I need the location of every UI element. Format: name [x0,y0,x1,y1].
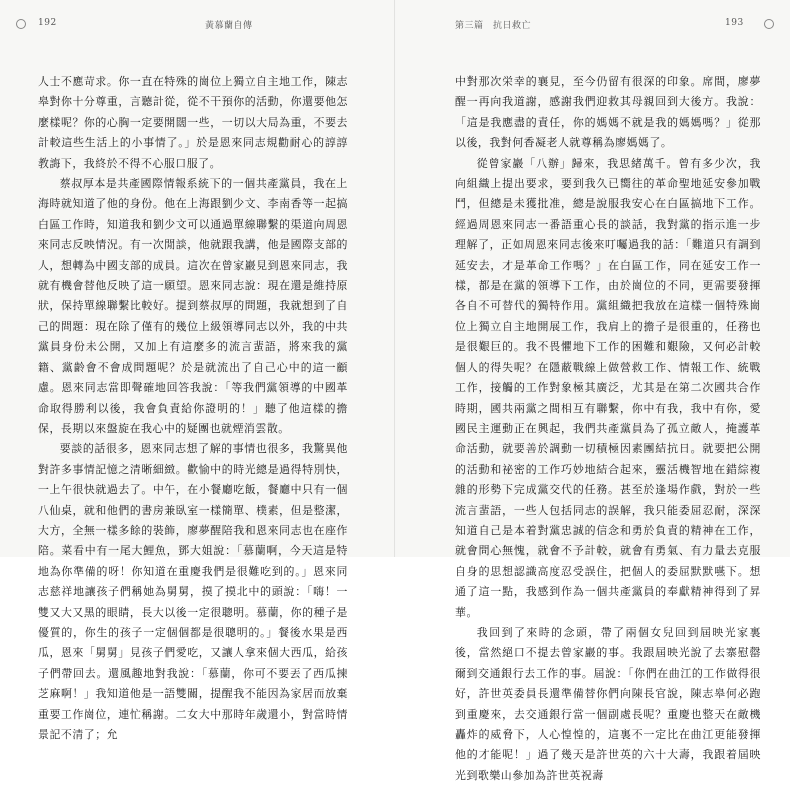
paragraph: 要談的話很多，恩來同志想了解的事情也很多，我驚異他對許多事情記憶之清晰細緻。歡愉中的時光總是過得特別快，一上午很快就過去了。中午，在小餐廳吃飯，餐廳中只有一個八仙桌，就和他們的書房兼臥室一樣簡單、樸素，但是整潔，大方，全無一樣多餘的裝飾，廖夢醒陪我和恩來同志也在座作陪。菜看中有一尾大鯉魚，鄧大姐說：「慕蘭啊，今天這是特地為你準備的呀！你知道在重慶我們是很難吃到的。」恩來同志慈祥地讓孩子們稱她為舅舅，摸了摸北中的頭說：「嗨！一雙又大又黑的眼睛，長大以後一定很聰明。慕蘭，你的種子是優質的，你生的孩子一定個個都是很聰明的。」餐後水果是西瓜，恩來「舅舅」見孩子們愛吃，又讓人拿來個大西瓜，給孩子們帶回去。還風趣地對我說：「慕蘭，你可不要丟了西瓜揀芝麻啊！」我知道他是一語雙關，提醒我不能因為家居而放棄重要工作崗位，連忙稱謝。二女大中那時年歲還小，對當時情景記不清了；允 [38,442,348,741]
left-page-number: 192 [38,18,57,28]
paragraph: 我回到了來時的念頭，帶了兩個女兒回到屆映光家裏後，當然絕口不提去曾家巖的事。我跟屆映光說了去寨慰罄爾到交通銀行去工作的事。屆說：「你們在曲江的工作做得很好，許世英委員長還準備替你們向陳長官說，陳志皋何必跑到重慶來，去交通銀行當一個副處長呢？重慶也整天在敵機轟炸的威脅下，人心惶惶的，這裏不一定比在曲江更能發揮他的才能呢！」過了幾天是許世英的六十大壽，我跟着屆映光到歌樂山參加為許世英祝壽 [455,625,761,782]
right-running-title: 第三篇 抗日救亡 [455,21,532,31]
page-corner-ornament-icon [16,19,26,29]
paragraph: 蔡叔厚本是共產國際情報系統下的一個共產黨員，我在上海時就知道了他的身份。他在上海跟劉少文、李南香等一起搞白區工作時，知道我和劉少文可以通過單線聯繫的渠道向周恩來同志反映情況。有一次閒談，他就跟我講，他是國際支部的人，想轉為中國支部的成員。這次在曾家巖見到恩來同志，我就有機會替他反映了這一願望。恩來同志說：現在還是維持原狀，保持單線聯繫比較好。提到蔡叔厚的問題，我就想到了自己的問題：現在除了僅有的幾位上級領導同志以外，我的中共黨員身份未公開，又加上有這麼多的流言蜚語，將來我的黨籍、黨齡會不會成問題呢？於是就流出了自己心中的這一顧慮。恩來同志當即聲確地回答我說：「等我們黨領導的中國革命取得勝利以後，我會負責給你證明的！」聽了他這樣的擔保，長期以來盤旋在我心中的疑團也就煙消雲散。 [38,177,348,435]
right-page-number: 193 [725,18,744,28]
page-corner-ornament-icon [764,19,774,29]
paragraph: 中對那次栄幸的襄見，至今仍留有很深的印象。席間，廖夢醒一再向我道謝，感謝我們迎救其母親回到大後方。我說：「這是我應盡的責任，你的媽媽不就是我的媽媽嗎？」從那以後，我對何香凝老人就尊稱為廖媽媽了。 [455,75,761,150]
paragraph: 從曾家巖「八辦」歸來，我思緒萬千。曾有多少次，我向組織上提出要求，要到我久已嚮往的革命聖地延安參加戰鬥，但總是未獲批准，總是說服我安心在白區搞地下工作。經過周恩來同志一番語重心長的談話，我對黨的指示進一步理解了，正如周恩來同志後來叮囑過我的話：「難道只有調到延安去，才是革命工作嗎？」在白區工作，同在延安工作一樣，都是在黨的領導下工作，由於崗位的不同，更需要發揮各自不可替代的獨特作用。黨組織把我放在這樣一個特殊崗位上獨立自主地開展工作，我肩上的擔子是很重的，任務也是很艱巨的。我不畏懼地下工作的困難和艱險，又何必計較個人的得失呢？在隱蔽戰線上做營救工作、情報工作、統戰工作，接觸的工作對象極其廣泛，尤其是在第二次國共合作時期，國共兩黨之間相互有聯繫，你中有我，我中有你，愛國民主運動正在興起，我們共產黨員為了孤立敵人，掩護革命活動，就要善於調動一切積極因素團結抗日。就要把公開的活動和祕密的工作巧妙地結合起來，靈活機智地在錯綜複雜的形勢下完成黨交代的任務。甚至於逢場作戲，對於一些流言蜚語，一些人包括同志的誤解，我只能委屈忍耐，深深知道自己是本着對黨忠誠的信念和勇於負責的精神在工作，就會問心無愧，就會不予計較，就會有勇氣、有力量去克服自身的思想認識高度忍受誤住，把個人的委屈默默嚥下。想通了這一點，我感到作為一個共產黨員的奉獻精神得到了昇華。 [455,156,761,619]
left-page-body [38,72,348,745]
paragraph: 人士不應苛求。你一直在特殊的崗位上獨立自主地工作，陳志皋對你十分尊重，言聽計從，從不干預你的活動，你還要他怎麼樣呢？你的心胸一定要開闊一些，一切以大局為重，不要去計較這些生活上的小事情了。」於是恩來同志規勸耐心的諄諄教誨下，我終於不得不心服口服了。 [38,75,348,170]
right-page-body [455,72,761,786]
book-spine [394,0,396,557]
left-running-title: 黃慕蘭自傳 [205,21,253,31]
